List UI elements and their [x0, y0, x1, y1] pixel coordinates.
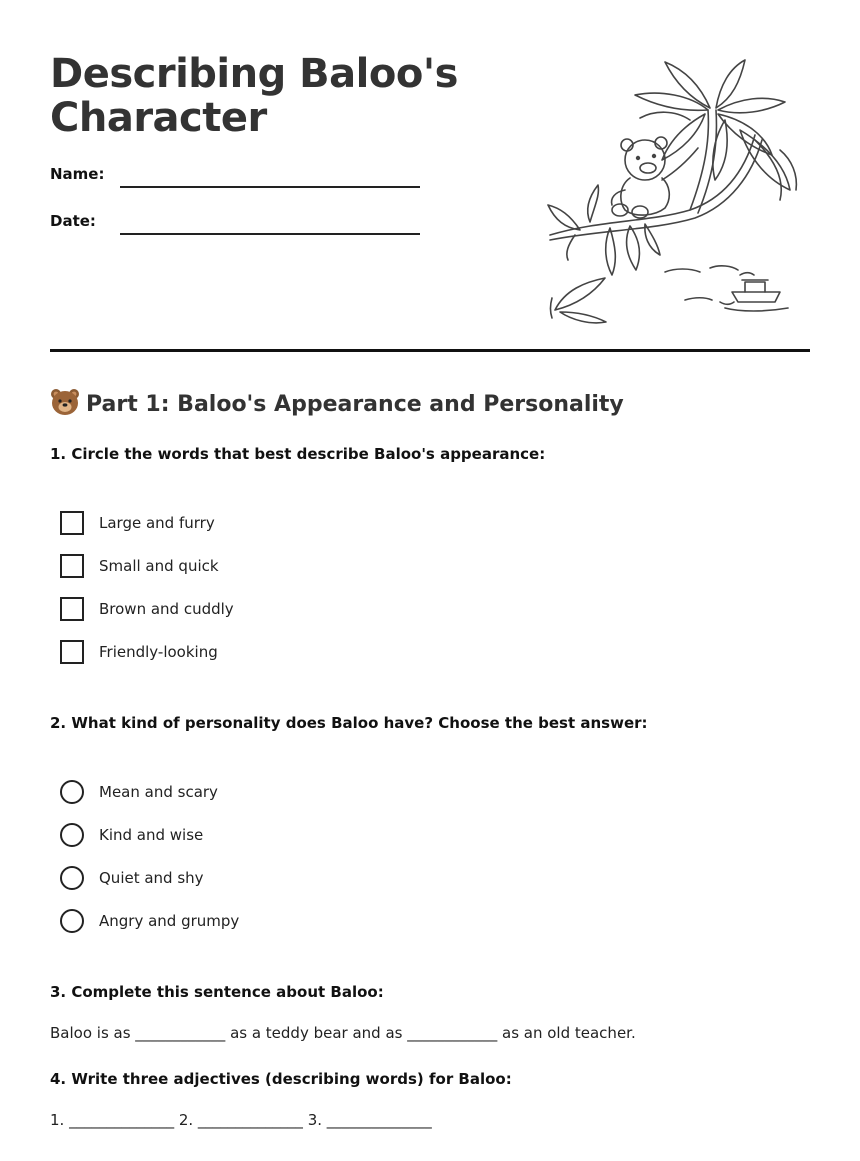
part1-heading-text: Part 1: Baloo's Appearance and Personality: [86, 392, 624, 417]
q2-option-2[interactable]: [60, 823, 203, 847]
date-line[interactable]: [120, 233, 420, 235]
q2-option-3[interactable]: [60, 866, 204, 890]
q1-option-4[interactable]: [60, 640, 218, 664]
question-3: 3. Complete this sentence about Baloo:: [50, 983, 384, 1001]
radio-icon[interactable]: [60, 780, 84, 804]
q1-option-label: Small and quick: [99, 557, 219, 575]
date-label: Date:: [50, 212, 96, 230]
checkbox-icon[interactable]: [60, 640, 84, 664]
checkbox-icon[interactable]: [60, 511, 84, 535]
bear-on-branch-icon: [540, 50, 810, 330]
q1-option-label: Friendly-looking: [99, 643, 218, 661]
question-1: 1. Circle the words that best describe Baloo's appearance:: [50, 445, 546, 463]
q2-option-4[interactable]: [60, 909, 239, 933]
q1-option-1[interactable]: [60, 511, 215, 535]
question-2: 2. What kind of personality does Baloo have? Choose the best answer:: [50, 714, 648, 732]
q3-sentence[interactable]: Baloo is as ____________ as a teddy bear and as ____________ as an old teacher.: [50, 1024, 636, 1042]
q2-option-label: Mean and scary: [99, 783, 218, 801]
part1-heading: [50, 388, 624, 417]
q2-option-label: Angry and grumpy: [99, 912, 240, 930]
bear-face-emoji: [50, 388, 80, 416]
radio-icon[interactable]: [60, 823, 84, 847]
checkbox-icon[interactable]: [60, 554, 84, 578]
question-4: 4. Write three adjectives (describing words) for Baloo:: [50, 1070, 512, 1088]
checkbox-icon[interactable]: [60, 597, 84, 621]
radio-icon[interactable]: [60, 909, 84, 933]
name-label: Name:: [50, 165, 105, 183]
page-title: Describing Baloo's Character: [50, 51, 458, 141]
q2-option-label: Quiet and shy: [99, 869, 204, 887]
name-line[interactable]: [120, 186, 420, 188]
q4-blanks[interactable]: 1. ______________ 2. ______________ 3. ______________: [50, 1111, 432, 1129]
q1-option-label: Large and furry: [99, 514, 215, 532]
q2-option-label: Kind and wise: [99, 826, 204, 844]
header-divider: [50, 349, 810, 352]
radio-icon[interactable]: [60, 866, 84, 890]
q1-option-3[interactable]: [60, 597, 234, 621]
q2-option-1[interactable]: [60, 780, 218, 804]
q1-option-label: Brown and cuddly: [99, 600, 234, 618]
q1-option-2[interactable]: [60, 554, 219, 578]
